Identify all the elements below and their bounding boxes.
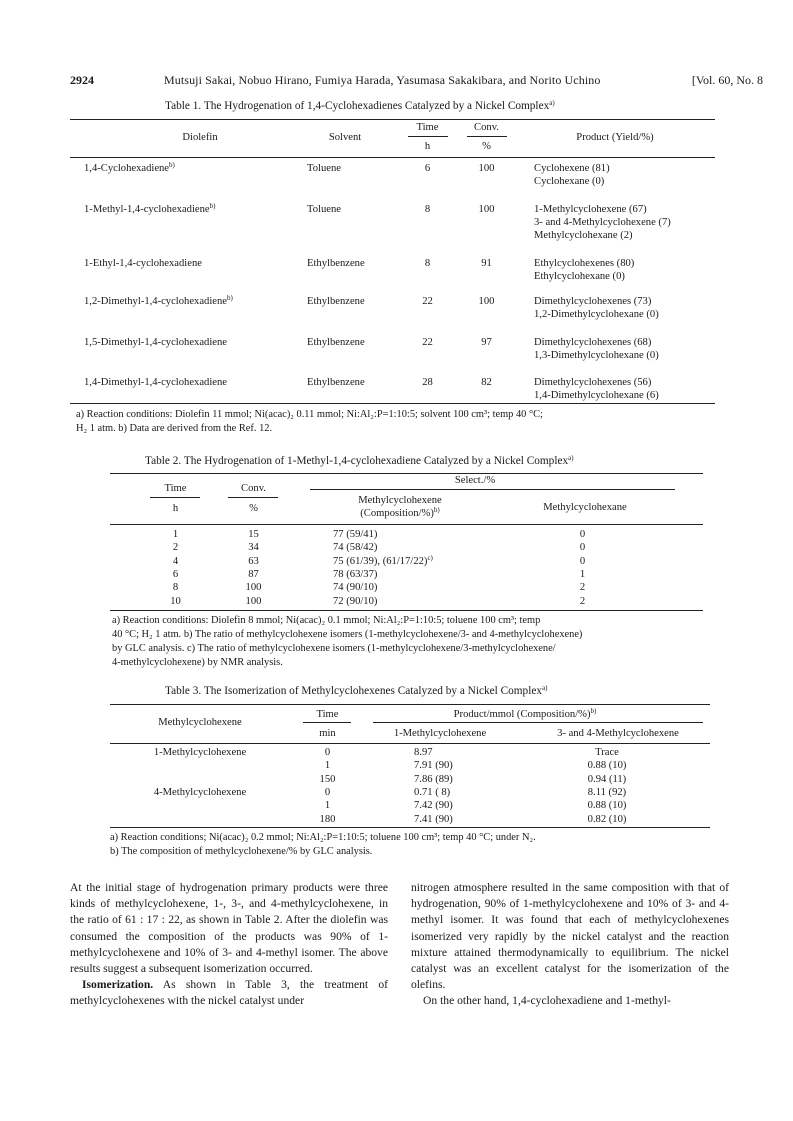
table2-cell-conv: 100 [245,595,262,607]
table1-caption-sup: a) [549,99,555,107]
table2-cell-conv: 63 [248,555,259,567]
table3-header-1-methyl: 1-Methylcyclohexene [393,728,487,739]
table1-cell-time: 22 [422,296,433,307]
table2-cell-methylcyclohexane: 0 [579,555,586,567]
table2-time-subrule [150,497,200,498]
table2-cell-methylcyclohexene: 78 (63/37) [333,568,378,580]
table1-top-rule [70,119,715,120]
table1-cell-product: 3- and 4-Methylcyclohexene (7) [534,217,671,228]
table1-cell-time: 8 [424,258,431,269]
table1-cell-diolefin: 1,5-Dimethyl-1,4-cyclohexadiene [84,337,227,348]
table1-cell-time: 6 [424,163,431,174]
table2-cell-methylcyclohexene: 74 (58/42) [333,542,378,554]
table2-cell-methylcyclohexane: 2 [579,582,586,594]
table3-caption-sup: a) [542,684,548,692]
table2-cell-methylcyclohexane: 1 [579,568,586,580]
table2-top-rule [110,473,703,474]
table1-cell-diolefin: 1-Ethyl-1,4-cyclohexadiene [84,258,202,269]
body-paragraph: nitrogen atmosphere resulted in the same composition with that of hydrogenation, 90% of 1-methylcyclohexene and 10% of 3- and 4-methyl isomer. It was found that each of methylcyclohexenes isomerized very rapidly by the nickel catalyst and the reaction mixture attained thermodynamically to equilibrium. The nickel catalyst was an excellent catalyst for the isomerization of the olefins. [411,881,729,992]
table3-cell-time: 0 [324,786,331,798]
table1-footnote-line2: H₂ 1 atm. b) Data are derived from the Ref. 12. [76,423,273,434]
table2-cell-methylcyclohexene: 74 (90/10) [333,582,378,594]
table1-cell-product: Dimethylcyclohexenes (56) [534,377,652,388]
table2-footnote-line4: 4-methylcyclohexene) by NMR analysis. [112,657,283,668]
table1-cell-product: Dimethylcyclohexenes (68) [534,337,652,348]
table2-header-methylcyclohexane: Methylcyclohexane [543,502,627,513]
table2-bottom-rule [110,610,703,611]
body-text: As shown in Table 3, the treatment of methylcyclohexenes with the nickel catalyst under [70,978,388,1008]
table1-cell-solvent: Ethylbenzene [307,258,365,269]
table2-composition-text: (Composition/%) [360,508,434,519]
table2-footnote-line1: a) Reaction conditions: Diolefin 8 mmol; Ni(acac)₂ 0.1 mmol; Ni:Al₂:P=1:10:5; toluene 100 cm³; temp [112,615,541,626]
table1-cell-conv: 97 [481,337,492,348]
table1-header-diolefin: Diolefin [182,132,218,143]
table1-cell-solvent: Toluene [307,163,341,174]
table1-cell-time: 22 [422,337,433,348]
table2-header-select: Select./% [454,475,496,486]
table3-cell-3-4-methyl: Trace [595,747,619,758]
table1-cell-product: 1-Methylcyclohexene (67) [534,204,647,215]
table1-footnote-line1: a) Reaction conditions: Diolefin 11 mmol; Ni(acac)₂ 0.11 mmol; Ni:Al₂:P=1:10:5; solvent 100 cm³; temp 40 °C; [76,409,543,420]
table2-cell-conv: 87 [248,568,259,580]
table2-caption-sup: a) [568,454,574,462]
table3-top-rule [110,704,710,705]
table3-cell-time: 150 [319,773,336,785]
table1-cell-solvent: Ethylbenzene [307,337,365,348]
table3-header-rule [110,743,710,744]
table1-header-time: Time [416,122,439,133]
table1-cell-solvent: Ethylbenzene [307,296,365,307]
table3-caption-text: Table 3. The Isomerization of Methylcyclohexenes Catalyzed by a Nickel Complex [165,685,543,697]
table1-cell-diolefin: 1,2-Dimethyl-1,4-cyclohexadiene$^{b)}$ [84,294,233,307]
table2-cell-conv: 15 [248,529,259,540]
table1-cell-product: Ethylcyclohexane (0) [534,271,625,282]
table2-header-rule [110,524,703,525]
table1-cell-time: 28 [422,377,433,388]
table2-footnote-line2: 40 °C; H₂ 1 atm. b) The ratio of methylcyclohexene isomers (1-methylcyclohexene/3- and 4-methylcyclohexene) [112,629,583,640]
table2-cell-methylcyclohexane: 0 [579,529,586,540]
table3-cell-time: 1 [324,800,331,812]
table3-cell-substrate: 1-Methylcyclohexene [153,747,247,758]
table1-conv-subrule [467,136,507,137]
table3-product-subrule [373,722,703,723]
table1-cell-time: 8 [424,204,431,215]
table2-caption-text: Table 2. The Hydrogenation of 1-Methyl-1,4-cyclohexadiene Catalyzed by a Nickel Complex [145,455,569,467]
body-left-column [70,880,388,1010]
table3-bottom-rule [110,827,710,828]
table2-header-methylcyclohexene: Methylcyclohexene [358,495,442,506]
table3-time-subrule [303,722,351,723]
table2-caption [145,455,574,467]
table3-cell-1-methyl: 7.41 (90) [414,813,453,825]
table1-bottom-rule [70,403,715,404]
body-paragraph [70,977,388,1009]
table2-cell-methylcyclohexane: 0 [579,542,586,554]
table3-footnote-line1: a) Reaction conditions; Ni(acac)₂ 0.2 mmol; Ni:Al₂:P=1:10:5; toluene 100 cm³; temp 40 °C; under N₂. [110,832,536,843]
table3-footnote-line2: b) The composition of methylcyclohexene/% by GLC analysis. [110,846,373,857]
table1-header-conv-unit: % [482,141,491,152]
table3-header-time: Time [316,709,339,720]
table2-header-time-unit: h [172,503,179,514]
table3-cell-1-methyl: 7.42 (90) [414,800,453,812]
table1-cell-solvent: Ethylbenzene [307,377,365,388]
table3-cell-3-4-methyl: 0.82 (10) [587,813,627,825]
body-paragraph: On the other hand, 1,4-cyclohexadiene and 1-methyl- [423,994,671,1008]
table3-caption [165,685,547,697]
table2-composition-sup: b) [433,506,440,514]
table1-cell-diolefin: 1,4-Dimethyl-1,4-cyclohexadiene [84,377,227,388]
table1-cell-conv: 82 [481,377,492,388]
table1-caption-text: Table 1. The Hydrogenation of 1,4-Cyclohexadienes Catalyzed by a Nickel Complex [165,100,550,112]
table1-cell-diolefin-sup: b) [226,294,233,302]
table3-product-sup: b) [590,707,597,715]
table2-header-conv: Conv. [241,483,266,494]
table3-cell-3-4-methyl: 0.94 (11) [587,773,627,785]
table2-cell-methylcyclohexene: 77 (59/41) [333,529,378,540]
page-number: 2924 [70,73,94,87]
table2-cell-sup: c) [427,553,433,562]
table3-cell-3-4-methyl: 8.11 (92) [587,786,627,798]
table2-cell-methylcyclohexene: 75 (61/39), $(61/17/22)^{c)}$ [333,553,433,567]
table2-cell-conv: 34 [248,542,259,554]
table3-product-text: Product/mmol (Composition/%) [453,709,591,720]
table3-header-methylcyclohexene: Methylcyclohexene [158,717,242,728]
table1-cell-diolefin-sup: b) [169,161,175,169]
table1-cell-diolefin: 1-Methyl-1,4-cyclohexadiene$^{b)}$ [84,202,216,215]
table2-cell-time: 1 [172,529,179,540]
table1-header-product: Product (Yield/%) [576,132,654,143]
table1-cell-product: 1,4-Dimethylcyclohexane (6) [534,390,659,401]
table2-cell-time: 6 [172,568,179,580]
table1-header-time-unit: h [424,141,431,152]
table1-cell-product: Methylcyclohexane (2) [534,230,633,241]
table3-cell-time: 0 [324,747,331,758]
table1-cell-product: Cyclohexane (0) [534,176,605,187]
table2-cell-methylcyclohexane: 2 [579,595,586,607]
table2-cell-time: 4 [172,555,179,567]
table3-cell-time: 180 [319,813,336,825]
table3-cell-3-4-methyl: 0.88 (10) [587,760,627,772]
table1-cell-product: 1,2-Dimethylcyclohexane (0) [534,309,659,320]
table3-header-product [410,708,640,721]
table3-header-3-4-methyl: 3- and 4-Methylcyclohexene [557,728,679,739]
table1-cell-conv: 100 [478,296,495,307]
table1-header-conv: Conv. [474,122,499,133]
table1-cell-product: Ethylcyclohexenes (80) [534,258,635,269]
section-heading: Isomerization. [82,978,154,992]
body-right-column [411,880,729,1010]
volume-info: [Vol. 60, No. 8 [691,73,763,87]
table1-cell-conv: 100 [478,204,495,215]
table1-cell-conv: 91 [481,258,492,269]
table2-header-composition [330,507,470,520]
running-header [70,73,763,89]
table1-cell-product: Cyclohexene (81) [534,163,610,174]
table3-header-time-unit: min [319,728,336,739]
table1-cell-diolefin: 1,4-Cyclohexadiene$^{b)}$ [84,161,175,174]
table1-time-subrule [408,136,448,137]
table1-cell-product: 1,3-Dimethylcyclohexane (0) [534,350,659,361]
table3-cell-1-methyl: 0.71 ( 8) [414,786,451,798]
author-line: Mutsuji Sakai, Nobuo Hirano, Fumiya Harada, Yasumasa Sakakibara, and Norito Uchino [164,73,601,87]
table2-header-conv-unit: % [249,503,258,514]
body-paragraph: At the initial stage of hydrogenation primary products were three kinds of methylcyclohexene, 1-, 3-, and 4-methylcyclohexene, in the ratio of 61 : 17 : 22, as shown in Table 2. After the diolefin was consumed the composition of the products was 90% of 1-methylcyclohexene and 10% of 3- and 4-methyl isomer. The above results suggest a subsequent isomerization occurred. [70,881,388,976]
table1-header-solvent: Solvent [328,132,362,143]
table2-cell-time: 8 [172,582,179,594]
table1-cell-solvent: Toluene [307,204,341,215]
table1-cell-conv: 100 [478,163,495,174]
table3-cell-substrate: 4-Methylcyclohexene [153,786,247,798]
table2-footnote-line3: by GLC analysis. c) The ratio of methylcyclohexene isomers (1-methylcyclohexene/3-methylcyclohexene/ [112,643,556,654]
table2-cell-conv: 100 [245,582,262,594]
table1-header-rule [70,157,715,158]
table2-header-time: Time [164,483,187,494]
table3-cell-1-methyl: 7.91 (90) [414,760,453,772]
table2-conv-subrule [228,497,278,498]
table2-cell-methylcyclohexene: 72 (90/10) [333,595,378,607]
table1-cell-diolefin-sup: b) [209,202,216,210]
table3-cell-time: 1 [324,760,331,772]
table3-cell-1-methyl: 7.86 (89) [414,773,453,785]
table1-cell-product: Dimethylcyclohexenes (73) [534,296,652,307]
table2-select-subrule [310,489,675,490]
table1-caption [165,100,555,112]
table2-cell-time: 10 [170,595,181,607]
table2-cell-time: 2 [172,542,179,554]
table3-cell-1-methyl: 8.97 [414,747,433,758]
table3-cell-3-4-methyl: 0.88 (10) [587,800,627,812]
